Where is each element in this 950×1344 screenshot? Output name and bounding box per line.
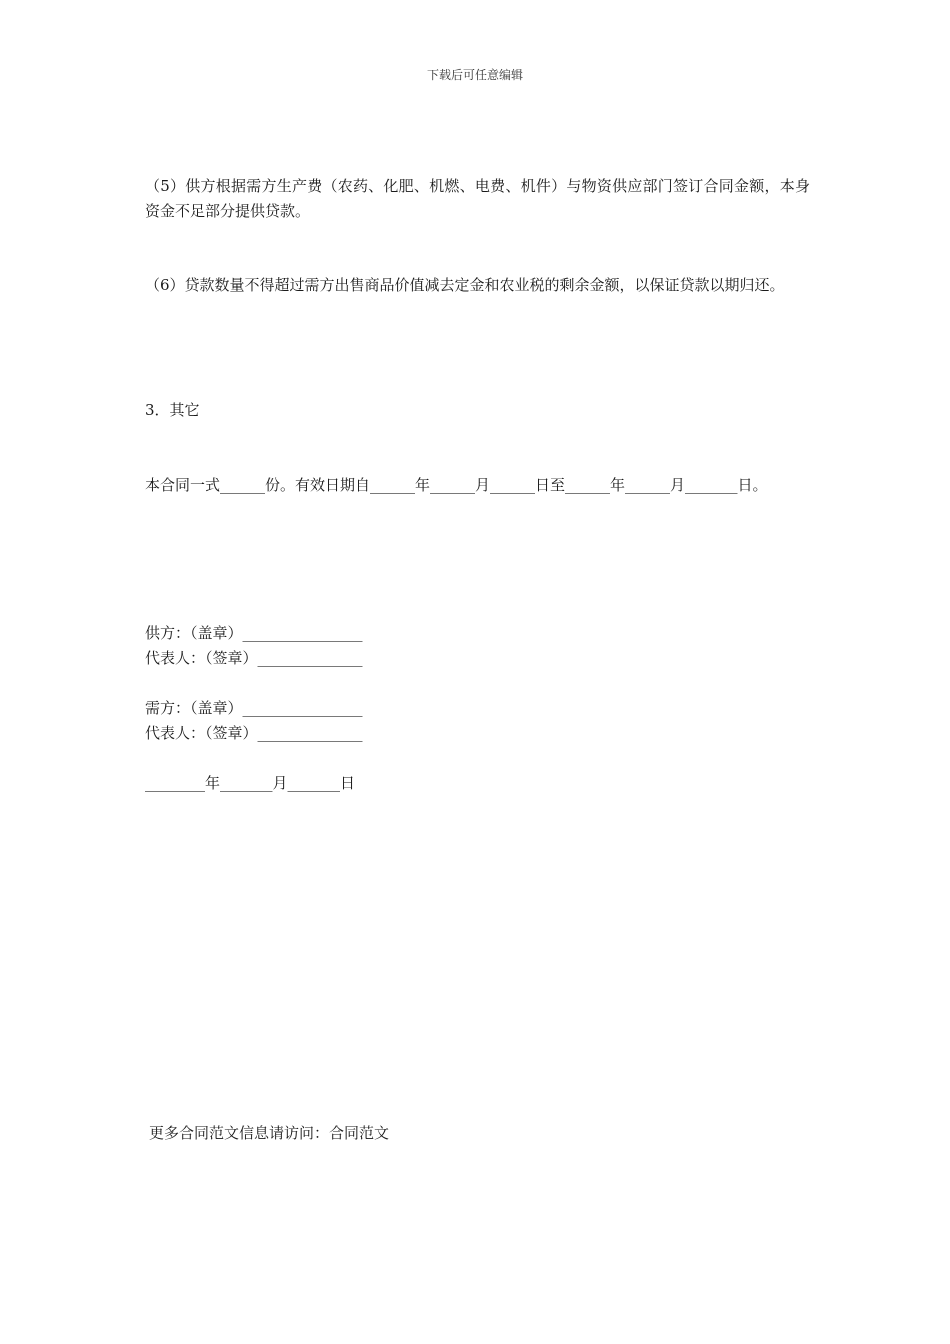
validity-clause: 本合同一式______份。有效日期自______年______月______日至______年______月_______日。 [145,476,768,494]
page-header-note: 下载后可任意编辑 [426,68,523,82]
buyer-representative-line: 代表人：（签章）______________ [145,724,363,742]
signing-date-line: ________年_______月_______日 [145,774,356,792]
buyer-seal-line: 需方：（盖章）________________ [145,699,363,717]
section-heading-3: 3．其它 [145,401,200,419]
supplier-seal-line: 供方：（盖章）________________ [145,624,363,642]
clause-item-6: （6）贷款数量不得超过需方出售商品价值减去定金和农业税的剩余金额，以保证贷款以期归还。 [145,276,785,294]
footer-note: 更多合同范文信息请访问：合同范文 [149,1124,390,1142]
supplier-representative-line: 代表人：（签章）______________ [145,649,363,667]
clause-item-5: （5）供方根据需方生产费（农药、化肥、机燃、电费、机件）与物资供应部门签订合同金额，本身资金不足部分提供贷款。 [145,177,810,220]
